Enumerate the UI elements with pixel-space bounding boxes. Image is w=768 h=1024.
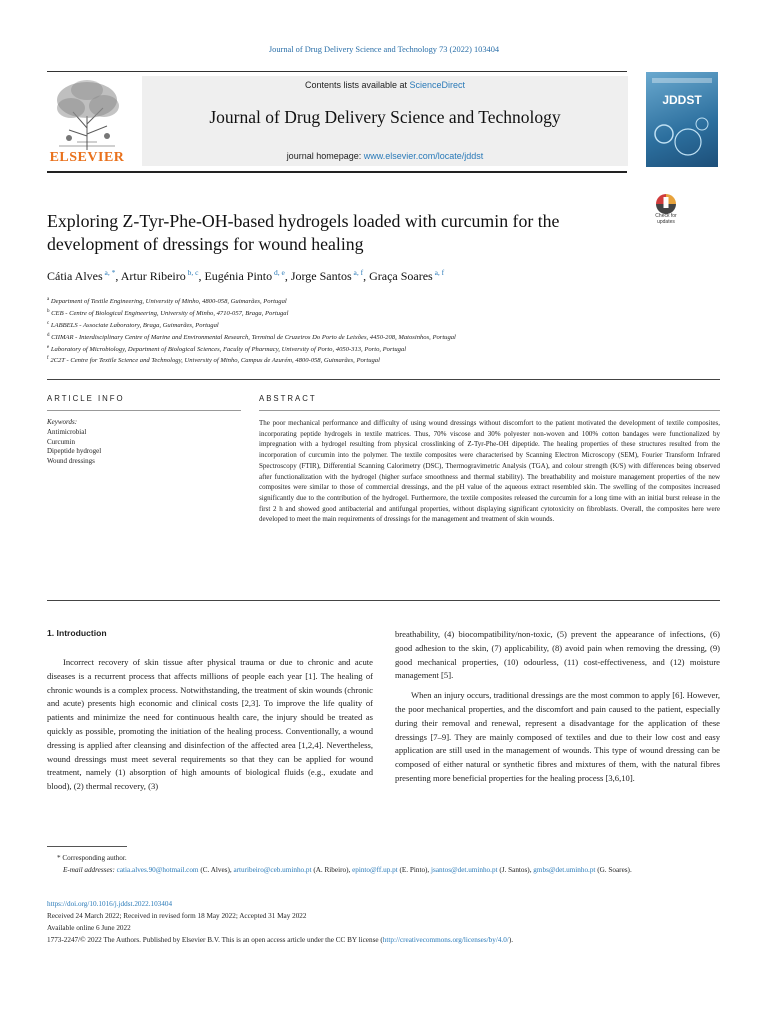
footnotes: [47, 852, 720, 876]
keyword-item: Curcumin: [47, 437, 75, 446]
elsevier-tree-logo: [47, 76, 127, 152]
email-owner: (A. Ribeiro),: [311, 866, 353, 874]
affiliation-item: [47, 354, 687, 366]
email-link[interactable]: catia.alves.90@hotmail.com: [116, 866, 199, 874]
affiliation-item: [47, 319, 687, 331]
header-bottom-rule: [47, 171, 627, 173]
affiliation-marker: d: [47, 332, 50, 338]
introduction-heading: 1. Introduction: [47, 628, 107, 638]
author-name[interactable]: Eugénia Pinto: [204, 269, 273, 283]
affiliation-marker: c: [47, 320, 50, 326]
intro-paragraph: Incorrect recovery of skin tissue after physical trauma or due to chronic and acute diseases is a recurrent process that affects millions of people each year [1]. The healing of chronic wounds is a complex process. Notwithstanding, the treatment of skin wounds (chronic and acute) presents high economic and clinical costs [2,3]. To improve the life quality of patients and minimize the need for continuous health care, the injury should be treated as quickly as possible, promoting the initiation of the healing process. Conventionally, a wound dressing is applied after cleansing and disinfection of the affected area [1,2,4]. Nevertheless, wound dressings must meet several requirements so that they can be applied for wound treatment, namely (1) absorption of high amounts of biological fluids (e.g., exudate and blood), (2) thermal recovery, (3): [47, 657, 373, 792]
author-name[interactable]: Jorge Santos: [290, 269, 352, 283]
author-separator: ,: [284, 269, 291, 283]
section-rule: [47, 379, 720, 380]
email-owner: (G. Soares).: [595, 866, 632, 874]
affiliation-text: Laboratory of Microbiology, Department of Biological Sciences, Faculty of Pharmacy, University of Porto, 4050-313, Porto, Portugal: [49, 345, 407, 353]
author-affiliation-marker[interactable]: a, *: [102, 268, 116, 277]
author-list: [47, 268, 687, 284]
affiliation-text: Department of Textile Engineering, University of Minho, 4800-058, Guimarães, Portugal: [49, 298, 287, 306]
affiliation-marker: e: [47, 344, 50, 350]
email-owner: (C. Alves),: [198, 866, 234, 874]
keyword-list: [47, 428, 241, 467]
publication-info: [47, 898, 720, 946]
homepage-prefix: journal homepage:: [286, 151, 364, 161]
license-link[interactable]: http://creativecommons.org/licenses/by/4.0/: [382, 936, 509, 944]
keywords-label: Keywords:: [47, 418, 78, 426]
keyword-item: Wound dressings: [47, 457, 95, 466]
affiliation-text: CIIMAR - Interdisciplinary Centre of Marine and Environmental Research, Terminal de Cruzeiros Do Porto de Leixões, 4450-208, Matosinhos, Portugal: [49, 333, 456, 341]
email-link[interactable]: arturibeiro@ceb.uminho.pt: [233, 866, 312, 874]
affiliation-item: [47, 307, 687, 319]
abstract-rule: [259, 410, 720, 411]
article-info-heading: ARTICLE INFO: [47, 394, 125, 403]
author-affiliation-marker[interactable]: a, f: [351, 268, 364, 277]
available-online: Available online 6 June 2022: [47, 924, 131, 932]
author-affiliation-marker[interactable]: d, e: [272, 268, 285, 277]
license-line: [47, 934, 720, 946]
license-prefix: 1773-2247/© 2022 The Authors. Published by Elsevier B.V. This is an open access article under the CC BY license (: [47, 936, 383, 944]
affiliation-text: CEB - Centre of Biological Engineering, University of Minho, 4710-057, Braga, Portugal: [49, 310, 289, 318]
journal-title: Journal of Drug Delivery Science and Technology: [209, 107, 561, 127]
author-name[interactable]: Cátia Alves: [47, 269, 103, 283]
affiliation-marker: b: [47, 308, 50, 314]
author-affiliation-marker[interactable]: a, f: [432, 268, 445, 277]
homepage-link[interactable]: www.elsevier.com/locate/jddst: [363, 151, 484, 161]
check-for-updates-icon[interactable]: [654, 192, 678, 214]
author-separator: ,: [198, 269, 205, 283]
keyword-item: Dipeptide hydrogel: [47, 447, 102, 456]
author-name[interactable]: Graça Soares: [369, 269, 433, 283]
received-dates: Received 24 March 2022; Received in revised form 18 May 2022; Accepted 31 May 2022: [47, 912, 307, 920]
affiliation-item: [47, 343, 687, 355]
affiliation-text: LABBELS - Associate Laboratory, Braga, Guimarães, Portugal: [49, 321, 219, 329]
contents-prefix: Contents lists available at: [304, 80, 410, 90]
author-name[interactable]: Artur Ribeiro: [120, 269, 186, 283]
affiliation-marker: a: [47, 297, 50, 302]
email-owner: (E. Pinto),: [397, 866, 432, 874]
footnote-rule: [47, 846, 127, 847]
keywords-rule: [47, 410, 241, 411]
keywords-block: [47, 418, 241, 467]
publisher-name: ELSEVIER: [49, 150, 125, 165]
journal-cover-thumbnail[interactable]: [646, 72, 718, 167]
corresponding-author-note: * Corresponding author.: [57, 854, 127, 862]
intro-paragraph-continued: breathability, (4) biocompatibility/non-toxic, (5) prevent the appearance of infections, (6) good adhesion to the skin, (7) applicability, (8) avoid pain when removing the dressing, (9) good mechanical properties, (10) odourless, (11) cost-effectiveness, and (12) moisture management [5].: [395, 629, 720, 681]
contents-line: [142, 80, 628, 90]
doi-link[interactable]: https://doi.org/10.1016/j.jddst.2022.103404: [47, 900, 173, 908]
email-owner: (J. Santos),: [497, 866, 534, 874]
email-addresses: [47, 864, 720, 876]
body-column-right: [395, 628, 720, 786]
affiliation-marker: f: [47, 356, 49, 362]
affiliation-text: 2C2T - Centre for Textile Science and Technology, University of Minho, Campus de Azurém, 4800-058, Guimarães, Portugal: [48, 357, 380, 365]
keyword-item: Antimicrobial: [47, 427, 87, 436]
sciencedirect-link[interactable]: ScienceDirect: [409, 80, 466, 90]
email-link[interactable]: gmbs@det.uminho.pt: [533, 866, 596, 874]
abstract-heading: ABSTRACT: [259, 394, 317, 403]
author-separator: ,: [115, 269, 121, 283]
author-separator: ,: [363, 269, 370, 283]
intro-paragraph: When an injury occurs, traditional dressings are the most common to apply [6]. However, the poor mechanical properties, and the discomfort and pain caused to the patient, especially during their removal and renewal, represent a disadvantage for the application of these dressings [7–9]. They are mainly composed of textiles and due to their low cost and easy application are still used in the management of wounds. This type of wound dressing can be composed of either natural or synthetic fibres and mixtures of them, with the natural fibres presenting more beneficial properties for the healing process [3,6,10].: [395, 690, 720, 783]
email-label: E-mail addresses:: [63, 866, 117, 874]
body-column-left: [47, 656, 373, 794]
affiliation-list: [47, 295, 687, 366]
author-affiliation-marker[interactable]: b, c: [185, 268, 199, 277]
check-for-updates-label[interactable]: Check for updates: [655, 213, 677, 225]
email-link[interactable]: jsantos@det.uminho.pt: [431, 866, 498, 874]
abstract-text: The poor mechanical performance and difficulty of using wound dressings without discomfort to the patient motivated the development of textile composites, incorporating peptide hydrogels in textile matrices. Thus, 70% viscose and 30% polyester non-woven and 100% cotton bandages were functionalized by impregnation with a hydrogel resulting from physical crosslinking of Z-Tyr-Phe-OH dipeptide. The healing properties of these structures resulted from the incorporation of curcumin into the polymer. The textile composites were characterised by Scanning Electron Microscopy (SEM), Fourier Transform Infrared Spectroscopy (FTIR), Differential Scanning Calorimetry (DSC), Thermogravimetric Analysis (TGA), and colour strength (K/S) with differences being observed after functionalization with the hydrogel (higher surface smoothness and thermal stability). The breathability and moisture management properties of the new composites were similar to those of commercial dressings, and the pH value of the aqueous extract resembled skin. The swelling of the composites increased significantly due to the contribution of the hydrogel. Furthermore, the textile composites released the curcumin for a long time with an initial burst release in the first 2 h and showed good antibacterial and antifungal properties, without displaying significant cytotoxicity on fibroblasts. Overall, the composites here were developed to meet the main requirements of dressings for the management and treatment of skin wounds.: [259, 419, 720, 524]
cover-art-icon: [646, 72, 718, 167]
homepage-line: [142, 151, 628, 161]
header-rule: [47, 71, 627, 72]
journal-citation[interactable]: Journal of Drug Delivery Science and Technology 73 (2022) 103404: [268, 45, 500, 54]
body-rule: [47, 600, 720, 601]
cover-acronym: JDDST: [662, 93, 702, 107]
article-title: Exploring Z-Tyr-Phe-OH-based hydrogels loaded with curcumin for the development of dressings for wound healing: [47, 211, 560, 254]
affiliation-item: [47, 331, 687, 343]
email-link[interactable]: epinto@ff.up.pt: [352, 866, 398, 874]
affiliation-item: [47, 295, 687, 307]
license-suffix: ).: [508, 936, 514, 944]
